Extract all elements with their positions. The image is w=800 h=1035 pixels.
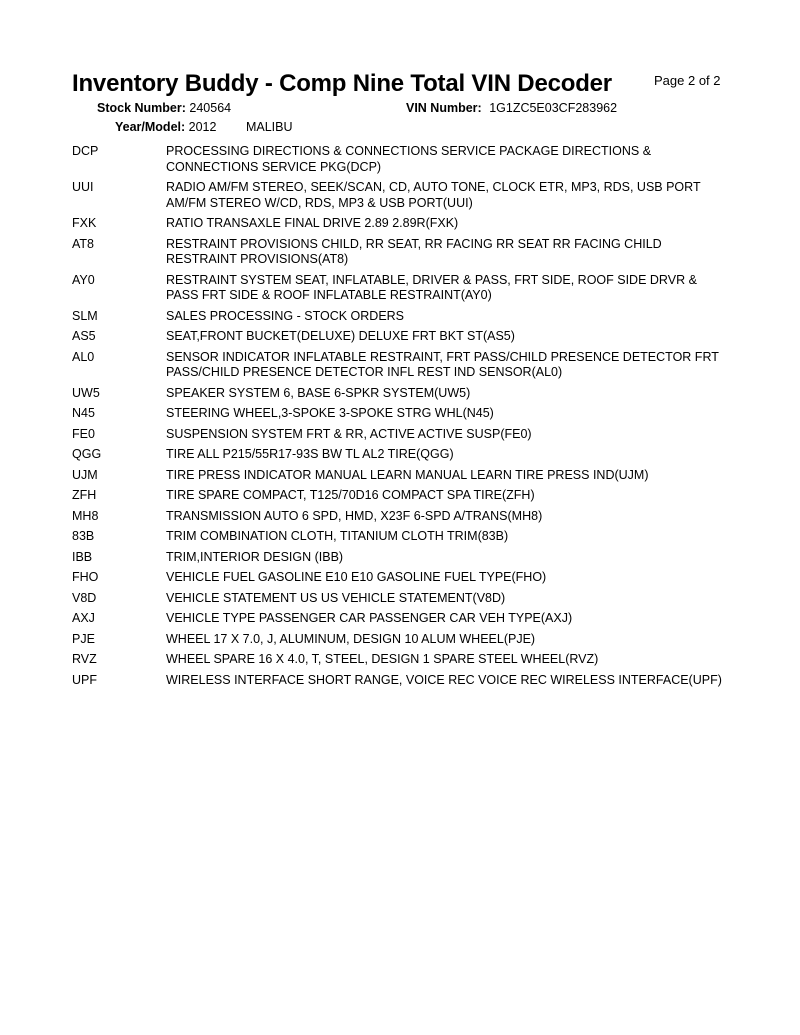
option-description: VEHICLE TYPE PASSENGER CAR PASSENGER CAR VEH TYPE(AXJ) — [166, 611, 573, 625]
option-description: TRIM,INTERIOR DESIGN (IBB) — [166, 549, 344, 564]
option-description: RATIO TRANSAXLE FINAL DRIVE 2.89 2.89R(FXK) — [166, 216, 459, 230]
option-code: V8D — [72, 590, 97, 605]
option-code: AXJ — [72, 611, 95, 625]
option-code: FXK — [72, 216, 97, 230]
option-code-row — [72, 273, 732, 304]
option-description: TIRE PRESS INDICATOR MANUAL LEARN MANUAL LEARN TIRE PRESS IND(UJM) — [166, 467, 649, 482]
option-code: MH8 — [72, 508, 99, 523]
option-code: FHO — [72, 570, 99, 584]
option-description: SENSOR INDICATOR INFLATABLE RESTRAINT, FRT PASS/CHILD PRESENCE DETECTOR FRT PASS/CHILD PRESENCE DETECTOR INFL REST IND SENSOR(AL0) — [166, 349, 719, 379]
option-code: QGG — [72, 447, 102, 461]
year-model-label: Year/Model: — [115, 120, 186, 134]
stock-number-value: 240564 — [189, 101, 232, 115]
document-title: Inventory Buddy - Comp Nine Total VIN Decoder — [72, 70, 612, 97]
option-code: SLM — [72, 308, 98, 323]
option-code: 83B — [72, 529, 95, 543]
option-code: AT8 — [72, 236, 94, 251]
option-code-row — [72, 611, 732, 627]
option-code: UPF — [72, 672, 97, 687]
option-description: WHEEL 17 X 7.0, J, ALUMINUM, DESIGN 10 ALUM WHEEL(PJE) — [166, 631, 536, 646]
option-description: TRANSMISSION AUTO 6 SPD, HMD, X23F 6-SPD A/TRANS(MH8) — [166, 508, 543, 523]
option-code-row — [72, 386, 732, 402]
option-code-list — [72, 144, 732, 693]
year-value: 2012 — [188, 120, 217, 134]
option-code: AY0 — [72, 272, 95, 287]
stock-number — [97, 101, 231, 115]
stock-number-label: Stock Number: — [97, 101, 186, 115]
option-code-row — [72, 406, 732, 422]
option-code-row — [72, 309, 732, 325]
option-code-row — [72, 447, 732, 463]
page-indicator: Page 2 of 2 — [654, 73, 721, 88]
vin-number — [406, 101, 617, 115]
option-code-row — [72, 216, 732, 232]
option-code: UW5 — [72, 385, 100, 400]
option-code-row — [72, 632, 732, 648]
year-model — [115, 120, 293, 134]
option-description: RESTRAINT SYSTEM SEAT, INFLATABLE, DRIVER & PASS, FRT SIDE, ROOF SIDE DRVR & PASS FRT SIDE & ROOF INFLATABLE RESTRAINT(AY0) — [166, 272, 697, 302]
option-description: TIRE ALL P215/55R17-93S BW TL AL2 TIRE(QGG) — [166, 447, 454, 461]
option-description: SEAT,FRONT BUCKET(DELUXE) DELUXE FRT BKT ST(AS5) — [166, 329, 515, 343]
option-code: RVZ — [72, 652, 97, 666]
option-code: DCP — [72, 144, 99, 158]
option-description: VEHICLE STATEMENT US US VEHICLE STATEMENT(V8D) — [166, 590, 506, 605]
option-code-row — [72, 180, 732, 211]
option-code: FE0 — [72, 426, 95, 441]
option-description: RADIO AM/FM STEREO, SEEK/SCAN, CD, AUTO TONE, CLOCK ETR, MP3, RDS, USB PORT AM/FM STEREO W/CD, RDS, MP3 & USB PORT(UUI) — [166, 180, 701, 210]
option-code: UUI — [72, 180, 94, 194]
option-description: TIRE SPARE COMPACT, T125/70D16 COMPACT SPA TIRE(ZFH) — [166, 488, 535, 502]
option-description: TRIM COMBINATION CLOTH, TITANIUM CLOTH TRIM(83B) — [166, 529, 509, 543]
option-code-row — [72, 488, 732, 504]
option-code: N45 — [72, 406, 95, 420]
option-code: ZFH — [72, 488, 97, 502]
option-code-row — [72, 591, 732, 607]
option-description: RESTRAINT PROVISIONS CHILD, RR SEAT, RR FACING RR SEAT RR FACING CHILD RESTRAINT PROVISIONS(AT8) — [166, 236, 662, 266]
option-description: SPEAKER SYSTEM 6, BASE 6-SPKR SYSTEM(UW5) — [166, 385, 471, 400]
option-code: AL0 — [72, 349, 95, 364]
option-code: PJE — [72, 631, 95, 646]
vin-number-label: VIN Number: — [406, 101, 482, 115]
option-code: UJM — [72, 467, 98, 482]
option-code-row — [72, 529, 732, 545]
model-value: MALIBU — [245, 120, 293, 134]
option-description: SUSPENSION SYSTEM FRT & RR, ACTIVE ACTIVE SUSP(FE0) — [166, 426, 532, 441]
option-code-row — [72, 673, 732, 689]
option-description: WHEEL SPARE 16 X 4.0, T, STEEL, DESIGN 1 SPARE STEEL WHEEL(RVZ) — [166, 652, 599, 666]
option-code-row — [72, 144, 732, 175]
option-code-row — [72, 350, 732, 381]
option-description: WIRELESS INTERFACE SHORT RANGE, VOICE REC VOICE REC WIRELESS INTERFACE(UPF) — [166, 672, 722, 687]
option-code-row — [72, 329, 732, 345]
option-code-row — [72, 468, 732, 484]
option-code-row — [72, 237, 732, 268]
option-description: PROCESSING DIRECTIONS & CONNECTIONS SERVICE PACKAGE DIRECTIONS & CONNECTIONS SERVICE PKG(DCP) — [166, 144, 652, 174]
option-code-row — [72, 652, 732, 668]
option-code: AS5 — [72, 329, 96, 343]
option-code-row — [72, 427, 732, 443]
option-code-row — [72, 509, 732, 525]
option-description: SALES PROCESSING - STOCK ORDERS — [166, 308, 405, 323]
option-description: VEHICLE FUEL GASOLINE E10 E10 GASOLINE FUEL TYPE(FHO) — [166, 570, 547, 584]
option-code-row — [72, 570, 732, 586]
vin-number-value: 1G1ZC5E03CF283962 — [489, 101, 618, 115]
option-code-row — [72, 550, 732, 566]
option-description: STEERING WHEEL,3-SPOKE 3-SPOKE STRG WHL(N45) — [166, 406, 494, 420]
option-code: IBB — [72, 549, 93, 564]
